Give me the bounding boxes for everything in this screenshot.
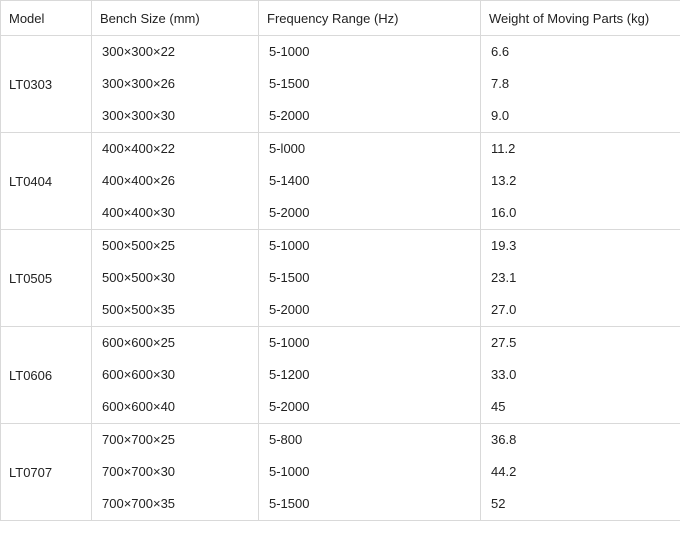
weight-value: 52 — [491, 496, 506, 511]
frequency-list — [259, 230, 480, 326]
weight-value: 16.0 — [491, 205, 517, 220]
weight-value: 11.2 — [491, 141, 516, 156]
weight-value: 23.1 — [491, 270, 517, 285]
bench-size-list — [92, 230, 258, 326]
cell-model: LT0303 — [1, 36, 92, 133]
weight-value: 45 — [491, 399, 506, 414]
bench-size-value: 600×600×40 — [102, 399, 176, 414]
frequency-list — [259, 133, 480, 229]
weight-value: 27.5 — [491, 335, 517, 350]
frequency-list — [259, 327, 480, 423]
frequency-value: 5-2000 — [269, 108, 310, 123]
bench-size-value: 400×400×22 — [102, 141, 176, 156]
table-header-row — [1, 1, 680, 36]
cell-bench-size — [92, 133, 259, 230]
weight-value: 44.2 — [491, 464, 517, 479]
cell-model: LT0707 — [1, 424, 92, 521]
cell-bench-size — [92, 36, 259, 133]
frequency-value: 5-2000 — [269, 205, 310, 220]
bench-size-value: 600×600×30 — [102, 367, 176, 382]
table-row — [1, 327, 680, 424]
table-row — [1, 36, 680, 133]
table-body — [1, 36, 680, 521]
bench-size-list — [92, 424, 258, 520]
bench-size-value: 500×500×35 — [102, 302, 176, 317]
frequency-value: 5-2000 — [269, 302, 310, 317]
cell-frequency-range — [259, 230, 481, 327]
cell-frequency-range — [259, 327, 481, 424]
bench-size-value: 500×500×30 — [102, 270, 176, 285]
weight-value: 33.0 — [491, 367, 517, 382]
frequency-value: 5-800 — [269, 432, 303, 447]
cell-weight — [481, 327, 680, 424]
weight-value: 36.8 — [491, 432, 517, 447]
bench-size-list — [92, 36, 258, 132]
bench-size-value: 400×400×26 — [102, 173, 176, 188]
cell-model: LT0404 — [1, 133, 92, 230]
column-header-model: Model — [1, 1, 92, 36]
weight-list — [481, 133, 680, 229]
frequency-value: 5-1500 — [269, 76, 310, 91]
column-header-weight: Weight of Moving Parts (kg) — [481, 1, 680, 36]
frequency-value: 5-1200 — [269, 367, 310, 382]
frequency-list — [259, 36, 480, 132]
weight-list — [481, 36, 680, 132]
table-row — [1, 230, 680, 327]
weight-value: 13.2 — [491, 173, 517, 188]
cell-frequency-range — [259, 133, 481, 230]
weight-list — [481, 230, 680, 326]
bench-size-value: 700×700×35 — [102, 496, 176, 511]
bench-size-value: 400×400×30 — [102, 205, 176, 220]
cell-bench-size — [92, 327, 259, 424]
cell-bench-size — [92, 230, 259, 327]
bench-size-value: 300×300×26 — [102, 76, 176, 91]
weight-value: 9.0 — [491, 108, 510, 123]
frequency-value: 5-1400 — [269, 173, 310, 188]
weight-list — [481, 424, 680, 520]
cell-model: LT0505 — [1, 230, 92, 327]
cell-weight — [481, 424, 680, 521]
weight-value: 27.0 — [491, 302, 517, 317]
cell-weight — [481, 230, 680, 327]
weight-value: 19.3 — [491, 238, 517, 253]
bench-size-list — [92, 327, 258, 423]
weight-value: 6.6 — [491, 44, 510, 59]
frequency-value: 5-1000 — [269, 44, 310, 59]
cell-weight — [481, 36, 680, 133]
column-header-frequency-range: Frequency Range (Hz) — [259, 1, 481, 36]
bench-size-value: 600×600×25 — [102, 335, 176, 350]
weight-value: 7.8 — [491, 76, 510, 91]
bench-size-list — [92, 133, 258, 229]
bench-size-value: 300×300×22 — [102, 44, 176, 59]
bench-size-value: 700×700×25 — [102, 432, 176, 447]
frequency-value: 5-2000 — [269, 399, 310, 414]
table-row — [1, 424, 680, 521]
column-header-bench-size: Bench Size (mm) — [92, 1, 259, 36]
cell-frequency-range — [259, 424, 481, 521]
frequency-value: 5-l000 — [269, 141, 306, 156]
cell-frequency-range — [259, 36, 481, 133]
cell-model: LT0606 — [1, 327, 92, 424]
table-header — [1, 1, 680, 36]
frequency-value: 5-1000 — [269, 335, 310, 350]
table-row — [1, 133, 680, 230]
bench-size-value: 700×700×30 — [102, 464, 176, 479]
frequency-list — [259, 424, 480, 520]
frequency-value: 5-1000 — [269, 238, 310, 253]
frequency-value: 5-1500 — [269, 496, 310, 511]
weight-list — [481, 327, 680, 423]
bench-size-value: 500×500×25 — [102, 238, 176, 253]
cell-bench-size — [92, 424, 259, 521]
bench-size-value: 300×300×30 — [102, 108, 176, 123]
frequency-value: 5-1000 — [269, 464, 310, 479]
cell-weight — [481, 133, 680, 230]
frequency-value: 5-1500 — [269, 270, 310, 285]
